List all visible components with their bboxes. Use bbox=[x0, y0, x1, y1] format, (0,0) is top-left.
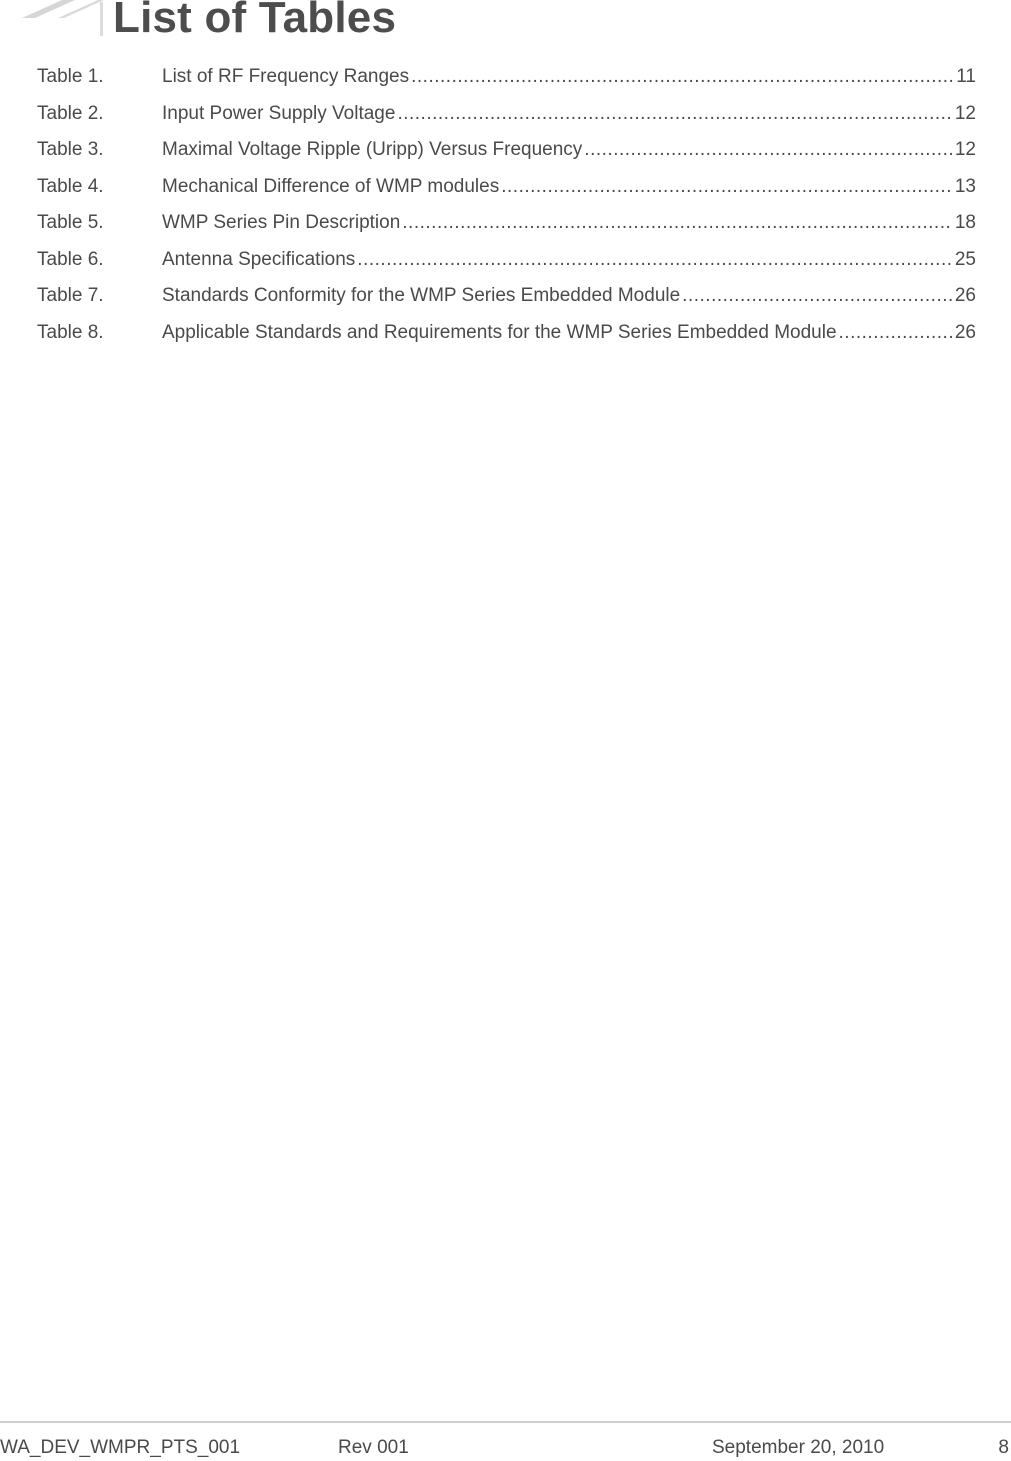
toc-entry-page: 25 bbox=[954, 248, 976, 270]
toc-entry-page: 11 bbox=[956, 66, 976, 87]
toc-entry-title: Applicable Standards and Requirements for the WMP Series Embedded Module bbox=[162, 321, 837, 343]
toc-entry-title: Antenna Specifications bbox=[162, 248, 356, 270]
toc-dot-leader bbox=[411, 66, 954, 88]
toc-dot-leader bbox=[682, 285, 953, 307]
toc-entry-table-5[interactable] bbox=[37, 212, 976, 249]
toc-entry-page: 12 bbox=[954, 139, 976, 160]
toc-entry-number: Table 6. bbox=[37, 248, 104, 270]
toc-dot-leader bbox=[357, 249, 953, 271]
toc-entry-page: 26 bbox=[954, 285, 976, 306]
toc-entry-table-2[interactable] bbox=[37, 103, 976, 140]
toc-entry-title: Standards Conformity for the WMP Series Embedded Module bbox=[162, 285, 681, 306]
toc-entry-number: Table 1. bbox=[37, 66, 104, 87]
toc-entry-table-4[interactable] bbox=[37, 176, 976, 213]
footer-page-number: 8 bbox=[998, 1437, 1009, 1458]
toc-entry-title: Input Power Supply Voltage bbox=[162, 102, 396, 124]
toc-entry-table-3[interactable] bbox=[37, 139, 976, 176]
toc-entry-title: Mechanical Difference of WMP modules bbox=[162, 175, 500, 197]
toc-entry-page: 18 bbox=[954, 212, 976, 233]
footer-divider bbox=[0, 1421, 1011, 1423]
footer-date: September 20, 2010 bbox=[712, 1437, 885, 1458]
toc-entry-page: 26 bbox=[954, 321, 976, 343]
toc-entry-table-8[interactable] bbox=[37, 322, 976, 359]
toc-entry-number: Table 8. bbox=[37, 321, 104, 343]
toc-entry-table-6[interactable] bbox=[37, 249, 976, 286]
toc-dot-leader bbox=[402, 212, 953, 234]
toc-dot-leader bbox=[839, 322, 953, 344]
toc-entry-number: Table 2. bbox=[37, 102, 104, 124]
toc-entry-number: Table 4. bbox=[37, 175, 104, 197]
page-title: List of Tables bbox=[113, 0, 397, 42]
list-of-tables bbox=[37, 66, 976, 358]
page-footer bbox=[0, 1437, 1011, 1461]
toc-entry-table-7[interactable] bbox=[37, 285, 976, 322]
footer-revision: Rev 001 bbox=[338, 1437, 409, 1458]
toc-dot-leader bbox=[501, 176, 953, 198]
toc-entry-page: 12 bbox=[954, 102, 976, 124]
toc-entry-page: 13 bbox=[954, 175, 976, 197]
toc-dot-leader bbox=[397, 103, 952, 125]
chevron-corner-icon bbox=[0, 0, 110, 40]
toc-entry-table-1[interactable] bbox=[37, 66, 976, 103]
toc-entry-number: Table 3. bbox=[37, 139, 104, 160]
toc-dot-leader bbox=[584, 139, 953, 161]
toc-entry-title: Maximal Voltage Ripple (Uripp) Versus Frequency bbox=[162, 139, 583, 160]
toc-entry-title: WMP Series Pin Description bbox=[162, 212, 401, 233]
toc-entry-number: Table 7. bbox=[37, 285, 104, 306]
toc-entry-title: List of RF Frequency Ranges bbox=[162, 66, 410, 87]
toc-entry-number: Table 5. bbox=[37, 212, 104, 233]
footer-document-id: WA_DEV_WMPR_PTS_001 bbox=[0, 1437, 241, 1458]
